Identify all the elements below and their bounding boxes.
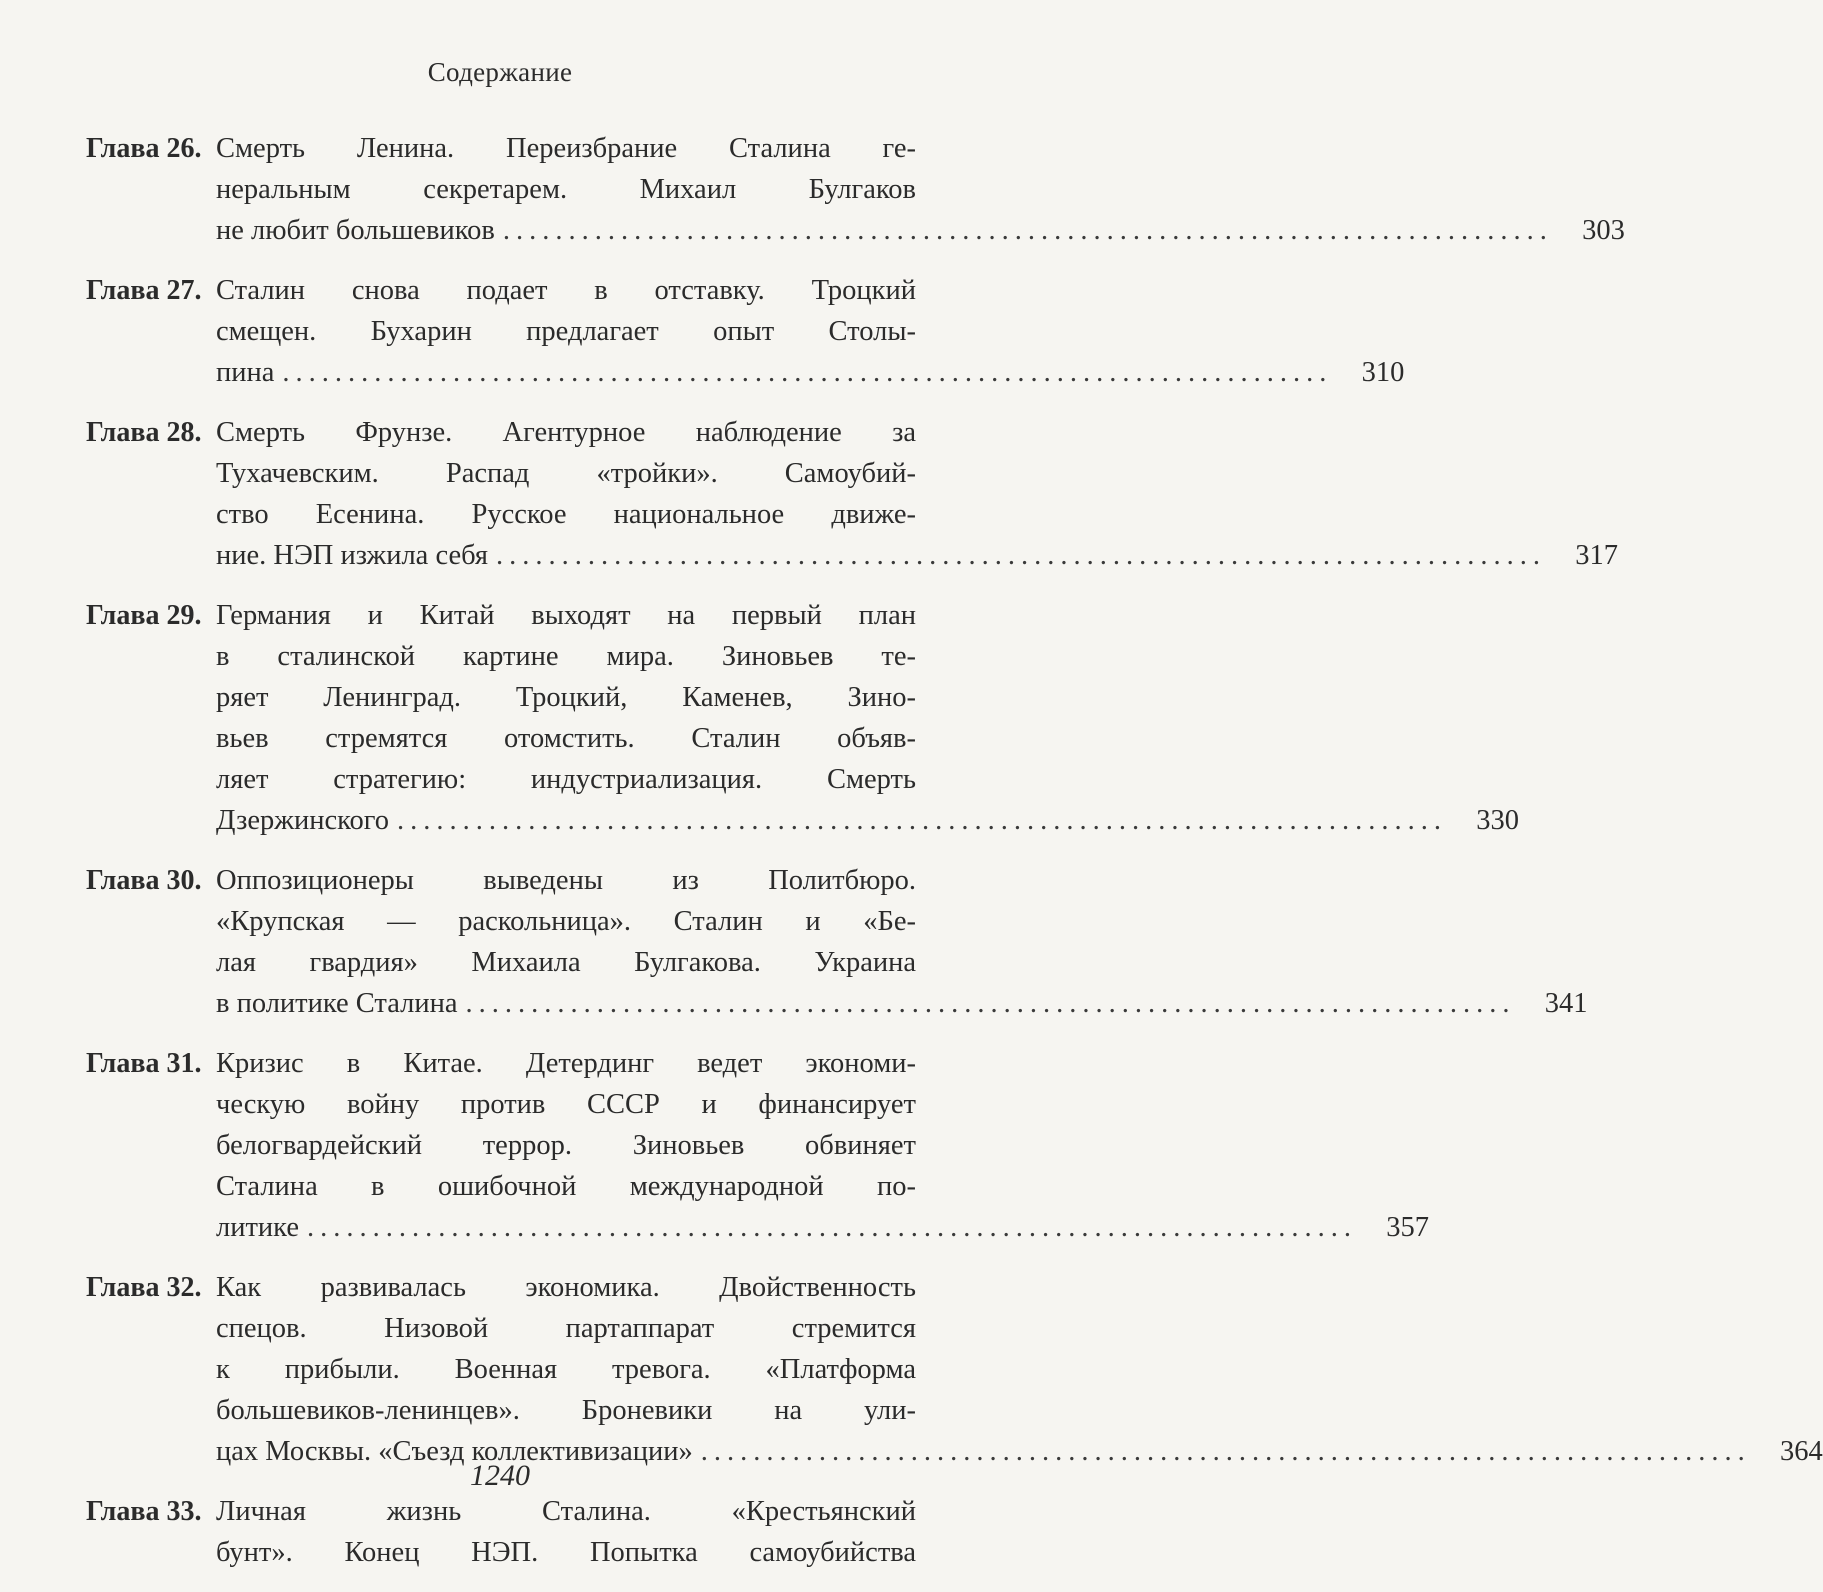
page-reference: 303: [1582, 215, 1625, 246]
toc-entry: [86, 860, 1588, 1024]
toc-entry: [86, 1267, 1823, 1472]
chapter-title-line: Смерть Ленина. Переизбрание Сталина ге-: [216, 133, 916, 164]
chapter-title-last-line: [216, 352, 1405, 393]
dot-leader: ................................................................................: [282, 357, 1333, 388]
chapter-title-line: Сталин снова подает в отставку. Троцкий: [216, 275, 916, 306]
table-of-contents: [86, 128, 1823, 1592]
chapter-title-last-line: [216, 983, 1588, 1024]
chapter-label: Глава 33.: [86, 1496, 202, 1527]
chapter-title-line: лая гвардия» Михаила Булгакова. Украина: [216, 947, 916, 978]
dot-leader: ................................................................................: [306, 1212, 1357, 1243]
dot-leader: ................................................................................: [502, 215, 1553, 246]
page-reference: 330: [1476, 805, 1520, 836]
chapter-title-last-line: [216, 800, 1520, 841]
toc-entry: [86, 1491, 916, 1573]
dot-leader: ................................................................................: [700, 1436, 1751, 1467]
page-reference: 364: [1780, 1436, 1823, 1467]
chapter-title-line: цах Москвы. «Съезд коллективизации»: [216, 1436, 693, 1467]
dot-leader: ................................................................................: [465, 988, 1516, 1019]
chapter-title-line: Личная жизнь Сталина. «Крестьянский: [216, 1496, 916, 1527]
chapter-title-line: ляет стратегию: индустриализация. Смерть: [216, 764, 916, 795]
toc-entry: [86, 270, 1405, 393]
toc-entry: [86, 412, 1618, 576]
chapter-label: Глава 27.: [86, 275, 202, 306]
chapter-title-line: спецов. Низовой партаппарат стремится: [216, 1313, 916, 1344]
dot-leader: ................................................................................: [496, 540, 1546, 571]
toc-entry: [86, 595, 1520, 841]
chapter-title-last-line: [216, 210, 1625, 251]
chapter-title-line: Как развивалась экономика. Двойственность: [216, 1272, 916, 1303]
chapter-label: Глава 31.: [86, 1048, 202, 1079]
running-head: Содержание: [427, 57, 573, 87]
chapter-title-line: ческую войну против СССР и финансирует: [216, 1089, 916, 1120]
chapter-title-line: ние. НЭП изжила себя: [216, 540, 488, 571]
chapter-label: Глава 30.: [86, 865, 202, 896]
chapter-title-line: смещен. Бухарин предлагает опыт Столы-: [216, 316, 916, 347]
chapter-title-line: белогвардейский террор. Зиновьев обвиняет: [216, 1130, 916, 1161]
page-reference: 357: [1386, 1212, 1429, 1243]
page-reference: 310: [1361, 357, 1405, 388]
chapter-label: Глава 29.: [86, 600, 202, 631]
chapter-title-line: ряет Ленинград. Троцкий, Каменев, Зино-: [216, 682, 916, 713]
chapter-title-line: пина: [216, 357, 275, 388]
dot-leader: ................................................................................: [397, 805, 1448, 836]
chapter-title-last-line: [216, 1207, 1429, 1248]
chapter-title-line: «Крупская — раскольница». Сталин и «Бе-: [216, 906, 916, 937]
page-reference: 317: [1575, 540, 1618, 571]
chapter-title-line: Германия и Китай выходят на первый план: [216, 600, 916, 631]
chapter-title-line: бунт». Конец НЭП. Попытка самоубийства: [216, 1537, 916, 1568]
chapter-title-line: в политике Сталина: [216, 988, 458, 1019]
chapter-title-line: ство Есенина. Русское национальное движе-: [216, 499, 916, 530]
chapter-title-line: в сталинской картине мира. Зиновьев те-: [216, 641, 916, 672]
chapter-title-line: Дзержинского: [216, 805, 390, 836]
chapter-title-line: Тухачевским. Распад «тройки». Самоубий-: [216, 458, 916, 489]
chapter-title-line: Кризис в Китае. Детердинг ведет экономи-: [216, 1048, 916, 1079]
chapter-title-line: не любит большевиков: [216, 215, 495, 246]
chapter-title-line: Сталина в ошибочной международной по-: [216, 1171, 916, 1202]
chapter-title-line: большевиков-ленинцев». Броневики на ули-: [216, 1395, 916, 1426]
chapter-title-line: литике: [216, 1212, 299, 1243]
chapter-label: Глава 32.: [86, 1272, 202, 1303]
toc-entry: [86, 1043, 1429, 1248]
chapter-title-last-line: [216, 535, 1618, 576]
chapter-title-line: Смерть Фрунзе. Агентурное наблюдение за: [216, 417, 916, 448]
chapter-label: Глава 26.: [86, 133, 202, 164]
chapter-label: Глава 28.: [86, 417, 202, 448]
folio-page-number: 1240: [470, 1459, 530, 1492]
page-reference: 341: [1544, 988, 1588, 1019]
chapter-title-line: вьев стремятся отомстить. Сталин объяв-: [216, 723, 916, 754]
chapter-title-line: неральным секретарем. Михаил Булгаков: [216, 174, 916, 205]
toc-entry: [86, 128, 1625, 251]
chapter-title-line: Оппозиционеры выведены из Политбюро.: [216, 865, 916, 896]
chapter-title-line: к прибыли. Военная тревога. «Платформа: [216, 1354, 916, 1385]
